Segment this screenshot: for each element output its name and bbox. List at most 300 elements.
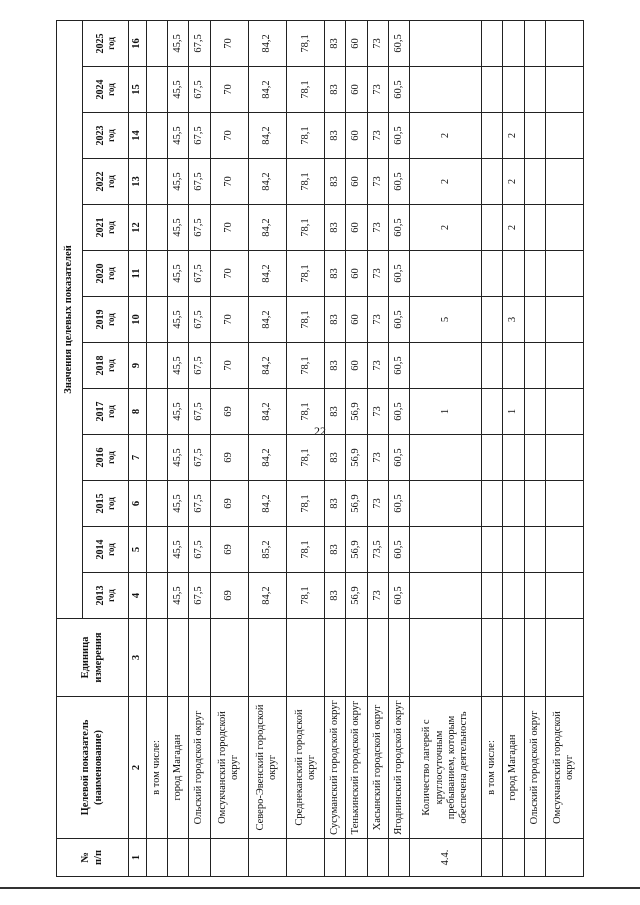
row-value: 67,5 xyxy=(189,527,210,573)
column-number: 14 xyxy=(129,113,147,159)
row-unit xyxy=(545,619,583,697)
row-value xyxy=(147,67,168,113)
row-value: 60 xyxy=(346,113,367,159)
header-year-number: 2013 xyxy=(94,585,106,606)
row-value: 78,1 xyxy=(286,67,324,113)
row-value: 73,5 xyxy=(367,527,388,573)
row-num xyxy=(147,839,168,877)
header-year-word: год xyxy=(106,37,117,50)
header-year xyxy=(83,481,129,527)
row-value: 78,1 xyxy=(286,527,324,573)
row-value: 84,2 xyxy=(248,343,286,389)
row-value: 83 xyxy=(325,481,346,527)
table-row xyxy=(210,20,248,876)
header-year-word: год xyxy=(106,405,117,418)
column-number: 15 xyxy=(129,67,147,113)
row-name: Ольский городской округ xyxy=(189,697,210,839)
row-value: 60,5 xyxy=(388,205,409,251)
row-value: 83 xyxy=(325,205,346,251)
row-num: 4.4. xyxy=(409,839,481,877)
row-value xyxy=(409,573,481,619)
row-value: 45,5 xyxy=(168,20,189,66)
header-year-number: 2020 xyxy=(94,263,106,284)
row-value: 78,1 xyxy=(286,389,324,435)
table-row xyxy=(388,20,409,876)
header-year xyxy=(83,343,129,389)
row-value: 84,2 xyxy=(248,573,286,619)
row-value xyxy=(409,527,481,573)
row-value: 84,2 xyxy=(248,67,286,113)
row-num xyxy=(503,839,524,877)
row-value: 67,5 xyxy=(189,435,210,481)
row-value: 70 xyxy=(210,20,248,66)
row-name: Ягоднинский городской округ xyxy=(388,697,409,839)
row-value: 67,5 xyxy=(189,343,210,389)
row-value xyxy=(524,20,545,66)
row-value xyxy=(545,527,583,573)
row-value xyxy=(147,297,168,343)
table-header xyxy=(57,20,147,876)
table-row xyxy=(545,20,583,876)
row-value: 70 xyxy=(210,297,248,343)
header-year xyxy=(83,251,129,297)
header-year-number: 2022 xyxy=(94,171,106,192)
row-value: 73 xyxy=(367,20,388,66)
row-value: 60,5 xyxy=(388,343,409,389)
row-value xyxy=(545,435,583,481)
row-value xyxy=(503,343,524,389)
row-value xyxy=(524,205,545,251)
row-value: 45,5 xyxy=(168,573,189,619)
table-row xyxy=(367,20,388,876)
row-num xyxy=(367,839,388,877)
header-year-number: 2016 xyxy=(94,447,106,468)
row-value: 60 xyxy=(346,159,367,205)
header-year-number: 2019 xyxy=(94,309,106,330)
row-value: 56,9 xyxy=(346,573,367,619)
row-value: 84,2 xyxy=(248,481,286,527)
header-year-word: год xyxy=(106,175,117,188)
row-value xyxy=(524,573,545,619)
row-value: 2 xyxy=(503,113,524,159)
row-name: Северо-Эвенский городской округ xyxy=(248,697,286,839)
row-value: 85,2 xyxy=(248,527,286,573)
row-value: 67,5 xyxy=(189,573,210,619)
header-year-word: год xyxy=(106,313,117,326)
row-value: 69 xyxy=(210,527,248,573)
row-value xyxy=(545,205,583,251)
header-year xyxy=(83,573,129,619)
row-value: 70 xyxy=(210,251,248,297)
row-value: 83 xyxy=(325,527,346,573)
row-value xyxy=(545,251,583,297)
row-value: 67,5 xyxy=(189,297,210,343)
row-value: 67,5 xyxy=(189,20,210,66)
row-value: 45,5 xyxy=(168,251,189,297)
row-name: в том числе: xyxy=(147,697,168,839)
row-value xyxy=(524,481,545,527)
row-value: 84,2 xyxy=(248,251,286,297)
row-value: 78,1 xyxy=(286,251,324,297)
column-number: 16 xyxy=(129,20,147,66)
row-value: 2 xyxy=(409,159,481,205)
row-value xyxy=(482,297,503,343)
row-value: 69 xyxy=(210,573,248,619)
row-value xyxy=(503,435,524,481)
row-name: Тенькинский городской округ xyxy=(346,697,367,839)
row-value xyxy=(409,343,481,389)
row-value xyxy=(545,343,583,389)
row-value: 45,5 xyxy=(168,389,189,435)
row-value: 78,1 xyxy=(286,297,324,343)
row-name: Среднеканский городской округ xyxy=(286,697,324,839)
row-value: 60,5 xyxy=(388,67,409,113)
row-value: 67,5 xyxy=(189,389,210,435)
row-unit xyxy=(248,619,286,697)
row-name: город Магадан xyxy=(168,697,189,839)
row-value xyxy=(545,573,583,619)
table-row xyxy=(248,20,286,876)
row-value xyxy=(409,435,481,481)
row-value xyxy=(503,573,524,619)
row-value: 45,5 xyxy=(168,205,189,251)
page-number: 22 xyxy=(314,424,326,438)
row-value: 83 xyxy=(325,297,346,343)
row-value: 60 xyxy=(346,205,367,251)
row-value: 84,2 xyxy=(248,205,286,251)
row-value xyxy=(482,67,503,113)
row-value: 5 xyxy=(409,297,481,343)
row-value: 73 xyxy=(367,67,388,113)
row-name: город Магадан xyxy=(503,697,524,839)
row-value xyxy=(482,20,503,66)
row-value xyxy=(545,297,583,343)
row-value: 70 xyxy=(210,113,248,159)
row-unit xyxy=(210,619,248,697)
row-name: Ольский городской округ xyxy=(524,697,545,839)
row-value: 69 xyxy=(210,435,248,481)
row-value xyxy=(545,159,583,205)
header-year xyxy=(83,67,129,113)
row-value: 84,2 xyxy=(248,435,286,481)
row-value xyxy=(503,527,524,573)
row-name: Количество лагерей с круглосуточным пребыванием, которым обеспечена деятельность xyxy=(409,697,481,839)
row-unit xyxy=(409,619,481,697)
row-value: 67,5 xyxy=(189,67,210,113)
table-row xyxy=(346,20,367,876)
row-value: 73 xyxy=(367,389,388,435)
row-value: 84,2 xyxy=(248,20,286,66)
row-value xyxy=(524,527,545,573)
row-value: 83 xyxy=(325,159,346,205)
row-value: 45,5 xyxy=(168,159,189,205)
row-value xyxy=(524,159,545,205)
table-row xyxy=(325,20,346,876)
row-value xyxy=(147,389,168,435)
row-value: 78,1 xyxy=(286,435,324,481)
row-name: Омсукчанский городской округ xyxy=(210,697,248,839)
row-value xyxy=(147,251,168,297)
row-value: 73 xyxy=(367,159,388,205)
row-value: 45,5 xyxy=(168,527,189,573)
row-value: 60 xyxy=(346,67,367,113)
row-value: 45,5 xyxy=(168,481,189,527)
row-value xyxy=(524,67,545,113)
table-row xyxy=(482,20,503,876)
row-value: 83 xyxy=(325,67,346,113)
row-value xyxy=(147,205,168,251)
row-value xyxy=(147,481,168,527)
row-value xyxy=(545,20,583,66)
row-unit xyxy=(189,619,210,697)
row-value: 45,5 xyxy=(168,343,189,389)
table-row xyxy=(524,20,545,876)
row-value: 56,9 xyxy=(346,389,367,435)
row-value: 60 xyxy=(346,343,367,389)
rotated-table-wrapper xyxy=(56,25,584,877)
row-value: 69 xyxy=(210,389,248,435)
row-value: 83 xyxy=(325,251,346,297)
row-value xyxy=(147,20,168,66)
row-value: 83 xyxy=(325,20,346,66)
row-value: 84,2 xyxy=(248,297,286,343)
row-value: 78,1 xyxy=(286,159,324,205)
row-value: 60 xyxy=(346,251,367,297)
header-year-number: 2015 xyxy=(94,493,106,514)
header-year xyxy=(83,389,129,435)
row-value: 73 xyxy=(367,113,388,159)
row-value xyxy=(147,573,168,619)
row-value xyxy=(524,389,545,435)
header-year xyxy=(83,527,129,573)
row-value: 67,5 xyxy=(189,481,210,527)
row-value: 60,5 xyxy=(388,389,409,435)
row-value: 2 xyxy=(409,205,481,251)
row-value xyxy=(147,435,168,481)
row-unit xyxy=(503,619,524,697)
row-value: 73 xyxy=(367,251,388,297)
column-number: 2 xyxy=(129,697,147,839)
row-value xyxy=(524,343,545,389)
row-value: 60,5 xyxy=(388,113,409,159)
header-year xyxy=(83,20,129,66)
table-row xyxy=(189,20,210,876)
row-value: 78,1 xyxy=(286,20,324,66)
row-value xyxy=(545,113,583,159)
column-number: 7 xyxy=(129,435,147,481)
header-row-1 xyxy=(57,20,83,876)
row-value xyxy=(545,481,583,527)
header-year-word: год xyxy=(106,359,117,372)
row-value: 78,1 xyxy=(286,113,324,159)
row-value: 60,5 xyxy=(388,20,409,66)
row-value: 73 xyxy=(367,481,388,527)
row-value: 84,2 xyxy=(248,159,286,205)
row-value xyxy=(482,343,503,389)
row-name: Омсукчанский городской округ xyxy=(545,697,583,839)
row-num xyxy=(168,839,189,877)
row-value: 70 xyxy=(210,159,248,205)
row-value xyxy=(524,113,545,159)
row-value: 60,5 xyxy=(388,435,409,481)
row-value xyxy=(409,251,481,297)
row-value xyxy=(482,205,503,251)
row-value: 73 xyxy=(367,297,388,343)
row-value xyxy=(524,251,545,297)
row-value xyxy=(503,20,524,66)
header-year-number: 2024 xyxy=(94,79,106,100)
row-value: 73 xyxy=(367,435,388,481)
row-value: 1 xyxy=(409,389,481,435)
header-year xyxy=(83,205,129,251)
row-value: 45,5 xyxy=(168,67,189,113)
row-value xyxy=(147,343,168,389)
header-year-word: год xyxy=(106,129,117,142)
header-year-number: 2023 xyxy=(94,125,106,146)
header-values-group: Значения целевых показателей xyxy=(57,20,83,618)
row-value xyxy=(482,113,503,159)
header-year xyxy=(83,435,129,481)
row-value xyxy=(482,389,503,435)
column-number: 8 xyxy=(129,389,147,435)
row-unit xyxy=(325,619,346,697)
row-unit xyxy=(388,619,409,697)
row-unit xyxy=(367,619,388,697)
row-num xyxy=(248,839,286,877)
row-value xyxy=(545,67,583,113)
column-number: 13 xyxy=(129,159,147,205)
row-value xyxy=(482,251,503,297)
row-value: 60,5 xyxy=(388,573,409,619)
row-value: 45,5 xyxy=(168,113,189,159)
row-value xyxy=(482,527,503,573)
row-value: 67,5 xyxy=(189,251,210,297)
row-value: 60,5 xyxy=(388,481,409,527)
row-value: 45,5 xyxy=(168,435,189,481)
row-unit xyxy=(482,619,503,697)
table-row xyxy=(503,20,524,876)
column-number: 12 xyxy=(129,205,147,251)
row-num xyxy=(325,839,346,877)
row-value: 56,9 xyxy=(346,527,367,573)
row-unit xyxy=(346,619,367,697)
row-value: 60,5 xyxy=(388,297,409,343)
row-unit xyxy=(147,619,168,697)
header-year-word: год xyxy=(106,497,117,510)
row-name: Сусуманский городской округ xyxy=(325,697,346,839)
column-number: 10 xyxy=(129,297,147,343)
row-value xyxy=(482,481,503,527)
row-num xyxy=(210,839,248,877)
row-value xyxy=(409,481,481,527)
header-year xyxy=(83,113,129,159)
row-name: Хасынский городской округ xyxy=(367,697,388,839)
column-number: 5 xyxy=(129,527,147,573)
row-value: 1 xyxy=(503,389,524,435)
column-numbers-row xyxy=(129,20,147,876)
row-value: 60 xyxy=(346,297,367,343)
header-year-number: 2018 xyxy=(94,355,106,376)
row-value: 67,5 xyxy=(189,205,210,251)
column-number: 9 xyxy=(129,343,147,389)
row-value: 60,5 xyxy=(388,251,409,297)
column-number: 6 xyxy=(129,481,147,527)
table-row xyxy=(409,20,481,876)
header-year-word: год xyxy=(106,267,117,280)
row-value: 84,2 xyxy=(248,389,286,435)
table-row xyxy=(286,20,324,876)
row-value: 3 xyxy=(503,297,524,343)
table-row xyxy=(168,20,189,876)
column-number: 11 xyxy=(129,251,147,297)
row-value xyxy=(545,389,583,435)
row-unit xyxy=(168,619,189,697)
row-value: 67,5 xyxy=(189,113,210,159)
row-value xyxy=(482,159,503,205)
table-body xyxy=(147,20,584,876)
row-value xyxy=(147,527,168,573)
row-value: 70 xyxy=(210,67,248,113)
row-value xyxy=(482,435,503,481)
row-value: 83 xyxy=(325,343,346,389)
row-value: 83 xyxy=(325,113,346,159)
row-value xyxy=(409,67,481,113)
header-year-number: 2025 xyxy=(94,33,106,54)
row-value: 2 xyxy=(503,205,524,251)
row-num xyxy=(524,839,545,877)
row-num xyxy=(189,839,210,877)
row-value: 70 xyxy=(210,343,248,389)
row-value: 2 xyxy=(409,113,481,159)
row-value: 78,1 xyxy=(286,343,324,389)
row-num xyxy=(545,839,583,877)
row-unit xyxy=(286,619,324,697)
row-value xyxy=(147,113,168,159)
row-value: 73 xyxy=(367,343,388,389)
header-year-word: год xyxy=(106,83,117,96)
header-indicator: Целевой показатель (наименование) xyxy=(57,697,129,839)
row-value: 73 xyxy=(367,573,388,619)
header-year-number: 2021 xyxy=(94,217,106,238)
header-unit: Единица измерения xyxy=(57,619,129,697)
column-number: 1 xyxy=(129,839,147,877)
row-value: 60 xyxy=(346,20,367,66)
header-year xyxy=(83,159,129,205)
row-value xyxy=(482,573,503,619)
row-value xyxy=(409,20,481,66)
header-num: № п/п xyxy=(57,839,129,877)
header-year-word: год xyxy=(106,543,117,556)
column-number: 4 xyxy=(129,573,147,619)
row-name: в том числе: xyxy=(482,697,503,839)
header-year-word: год xyxy=(106,589,117,602)
column-number: 3 xyxy=(129,619,147,697)
row-value: 83 xyxy=(325,573,346,619)
header-year-number: 2014 xyxy=(94,539,106,560)
header-year-word: год xyxy=(106,451,117,464)
row-value: 78,1 xyxy=(286,573,324,619)
row-value: 69 xyxy=(210,481,248,527)
row-num xyxy=(346,839,367,877)
row-value: 2 xyxy=(503,159,524,205)
row-num xyxy=(286,839,324,877)
row-value xyxy=(524,435,545,481)
row-value xyxy=(503,251,524,297)
table-row xyxy=(147,20,168,876)
row-value: 83 xyxy=(325,389,346,435)
row-value: 67,5 xyxy=(189,159,210,205)
row-num xyxy=(482,839,503,877)
